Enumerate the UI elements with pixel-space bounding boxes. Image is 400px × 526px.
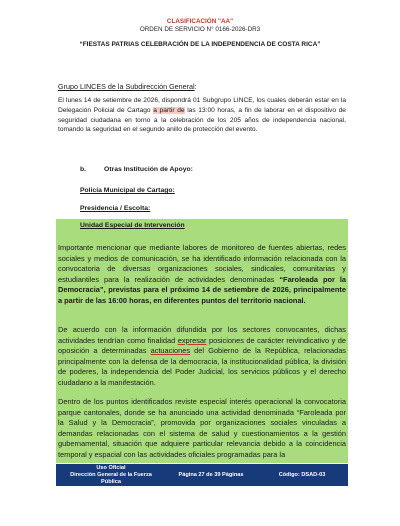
paragraph-2-underline-1: expresar xyxy=(177,335,207,345)
item-b xyxy=(80,166,193,173)
footer-org-line-1: Dirección General de la Fuerza xyxy=(70,471,152,478)
subheading-escort: Presidencia / Escolta: xyxy=(80,205,151,212)
paragraph-1 xyxy=(58,243,346,307)
subheading-police: Policía Municipal de Cartago: xyxy=(80,187,175,194)
item-b-text: Otras Institución de Apoyo: xyxy=(104,166,193,173)
footer-page-number: Página 27 de 39 Páginas xyxy=(178,472,244,478)
paragraph-2-part-1: De acuerdo con la información difundida por los sectores convocantes, dichas actividades tendrían como finalidad xyxy=(58,325,346,345)
paragraph-2-part-2: posiciones de carácter reivindicativo y de oposición a determinadas xyxy=(58,335,346,356)
order-number: ORDEN DE SERVICIO N° 0166-2026-DR3 xyxy=(139,26,261,33)
footer-code: Código: DSAD-03 xyxy=(278,472,326,478)
classification-label: CLASIFICACIÓN "AA" xyxy=(166,18,234,25)
paragraph-1-bold: “Faroleada por la Democracia”, previstas para el próximo 14 de setiembre de 2026, principalmente a partir de las 16:00 horas, en diferentes puntos del territorio nacional. xyxy=(58,274,346,305)
page-footer xyxy=(56,464,348,486)
group-label: Grupo LINCES de la Subdirección General xyxy=(58,82,195,91)
group-text-1: El lunes 14 de setiembre de 2026, dispondrá 01 Subgrupo LINCE, los cuales deberán estar en la Delegación Policial de Cartago xyxy=(58,97,346,114)
group-heading xyxy=(58,82,346,92)
group-text-2: las 13:00 horas, a fin de laborar en el dispositivo de seguridad ciudadana en torno a la celebración de los 205 años de independencia nacional, tomando la seguridad en el segundo anillo de protección del evento. xyxy=(58,106,346,134)
paragraph-2-part-3: del Gobierno de la República, relacionadas principalmente con la defensa de la democracia, la institucionalidad pública, la división de poderes, la independencia del Poder Judicial, los servicios públicos y el derecho ciudadano a la manifestación. xyxy=(58,346,347,387)
footer-use: Uso Oficial xyxy=(96,464,126,471)
footer-org xyxy=(56,465,166,486)
footer-org-line-2: Pública xyxy=(101,478,121,485)
group-paragraph xyxy=(58,96,346,135)
subheading-unit: Unidad Especial de Intervención xyxy=(80,222,185,229)
group-colon: : xyxy=(194,82,197,91)
item-b-letter: b. xyxy=(80,166,87,173)
document-title: “FIESTAS PATRIAS CELEBRACIÓN DE LA INDEPENDENCIA DE COSTA RICA” xyxy=(79,41,321,48)
paragraph-2-underline-2: actuaciones xyxy=(150,346,191,356)
paragraph-3: Dentro de los puntos identificados reviste especial interés operacional la convocatoria parque cantonales, donde se ha anunciado una actividad denominada “Faroleada por la Salud y la Democracia”, promovida por organizaciones sociales vinculadas a demandas relacionadas con el sistema de salud y cuestionamientos a la gestión gubernamental, situación que adquiere particular relevancia debido a la coincidencia temporal y espacial con las actividades oficiales programadas para la xyxy=(58,397,346,459)
group-text-highlight: a partir de xyxy=(153,106,185,114)
paragraph-2 xyxy=(58,325,346,389)
paragraph-1-text: Importante mencionar que mediante labores de monitoreo de fuentes abiertas, redes sociales y medios de comunicación, se ha identificado información relacionada con la convocatoria de diversas organizaciones sociales, sindicales, comunitarias y estudiantiles para la realización de actividades denominadas xyxy=(58,243,346,284)
